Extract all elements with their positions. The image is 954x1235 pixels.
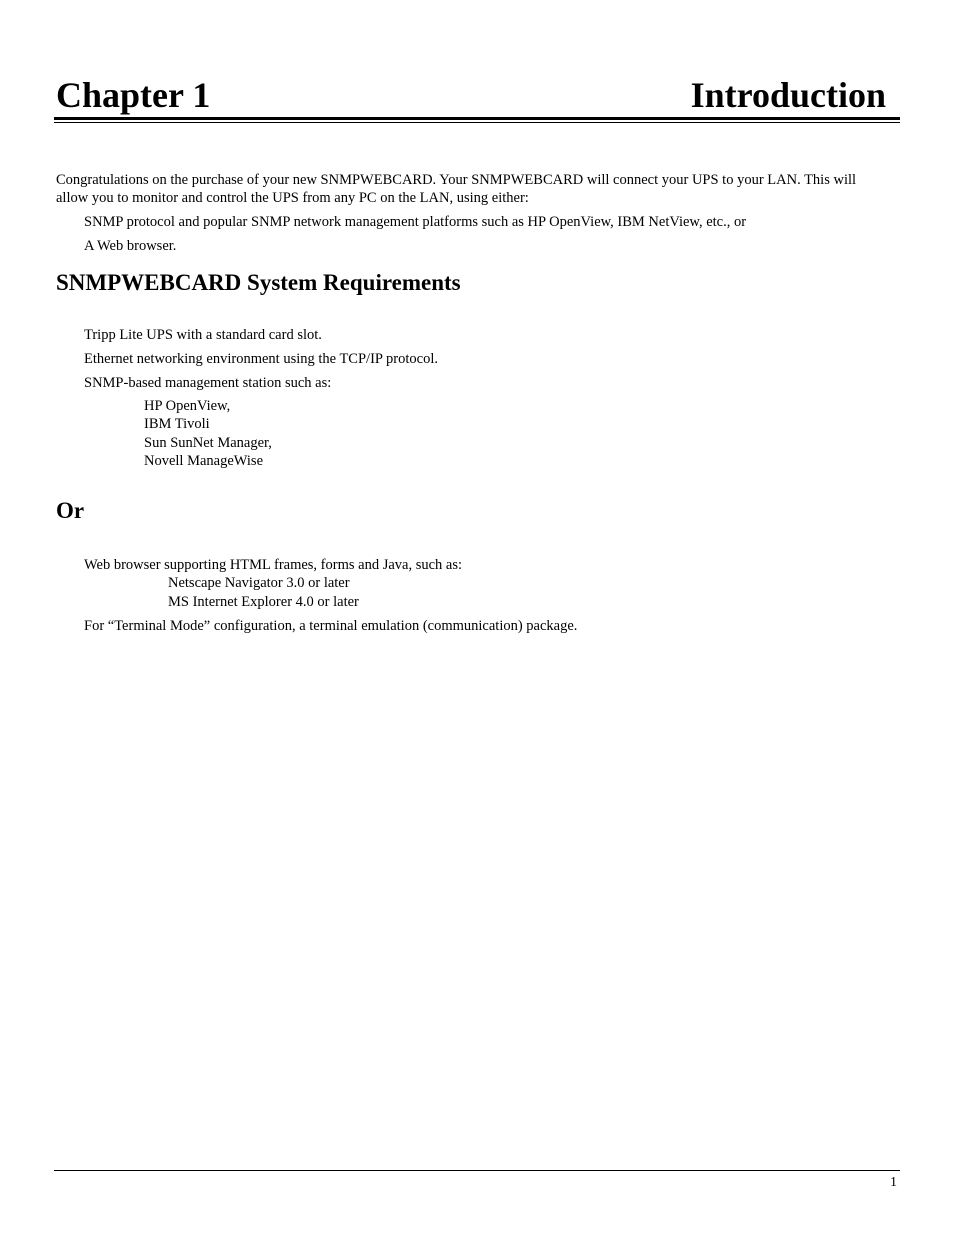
browser-entry: Netscape Navigator 3.0 or later [168,575,350,591]
browser-entry: MS Internet Explorer 4.0 or later [168,594,359,610]
intro-option-web: A Web browser. [84,238,177,254]
station-item: HP OpenView, [144,398,231,414]
station-item: Sun SunNet Manager, [144,435,272,451]
requirement-item: SNMP-based management station such as: [84,375,332,391]
requirement-item: Ethernet networking environment using the TCP/IP protocol. [84,351,438,367]
intro-line-2: allow you to monitor and control the UPS from any PC on the LAN, using either: [56,190,529,206]
intro-option-snmp: SNMP protocol and popular SNMP network management platforms such as HP OpenView, IBM NetView, etc., or [84,214,747,230]
chapter-title: Introduction [690,75,886,115]
header-rule-thin [54,122,900,123]
header-rule-thick [54,117,900,120]
terminal-item: For “Terminal Mode” configuration, a terminal emulation (communication) package. [84,618,578,634]
station-item: IBM Tivoli [144,416,210,432]
footer-rule [54,1170,900,1171]
requirements-heading: SNMPWEBCARD System Requirements [56,270,461,295]
or-heading: Or [56,498,85,523]
page-number: 1 [890,1175,897,1190]
intro-line-1: Congratulations on the purchase of your new SNMPWEBCARD. Your SNMPWEBCARD will connect your UPS to your LAN. This will [56,172,857,188]
requirement-item: Tripp Lite UPS with a standard card slot. [84,327,322,343]
chapter-label: Chapter 1 [56,75,211,115]
browser-item: Web browser supporting HTML frames, forms and Java, such as: [84,557,463,573]
station-item: Novell ManageWise [144,453,264,469]
